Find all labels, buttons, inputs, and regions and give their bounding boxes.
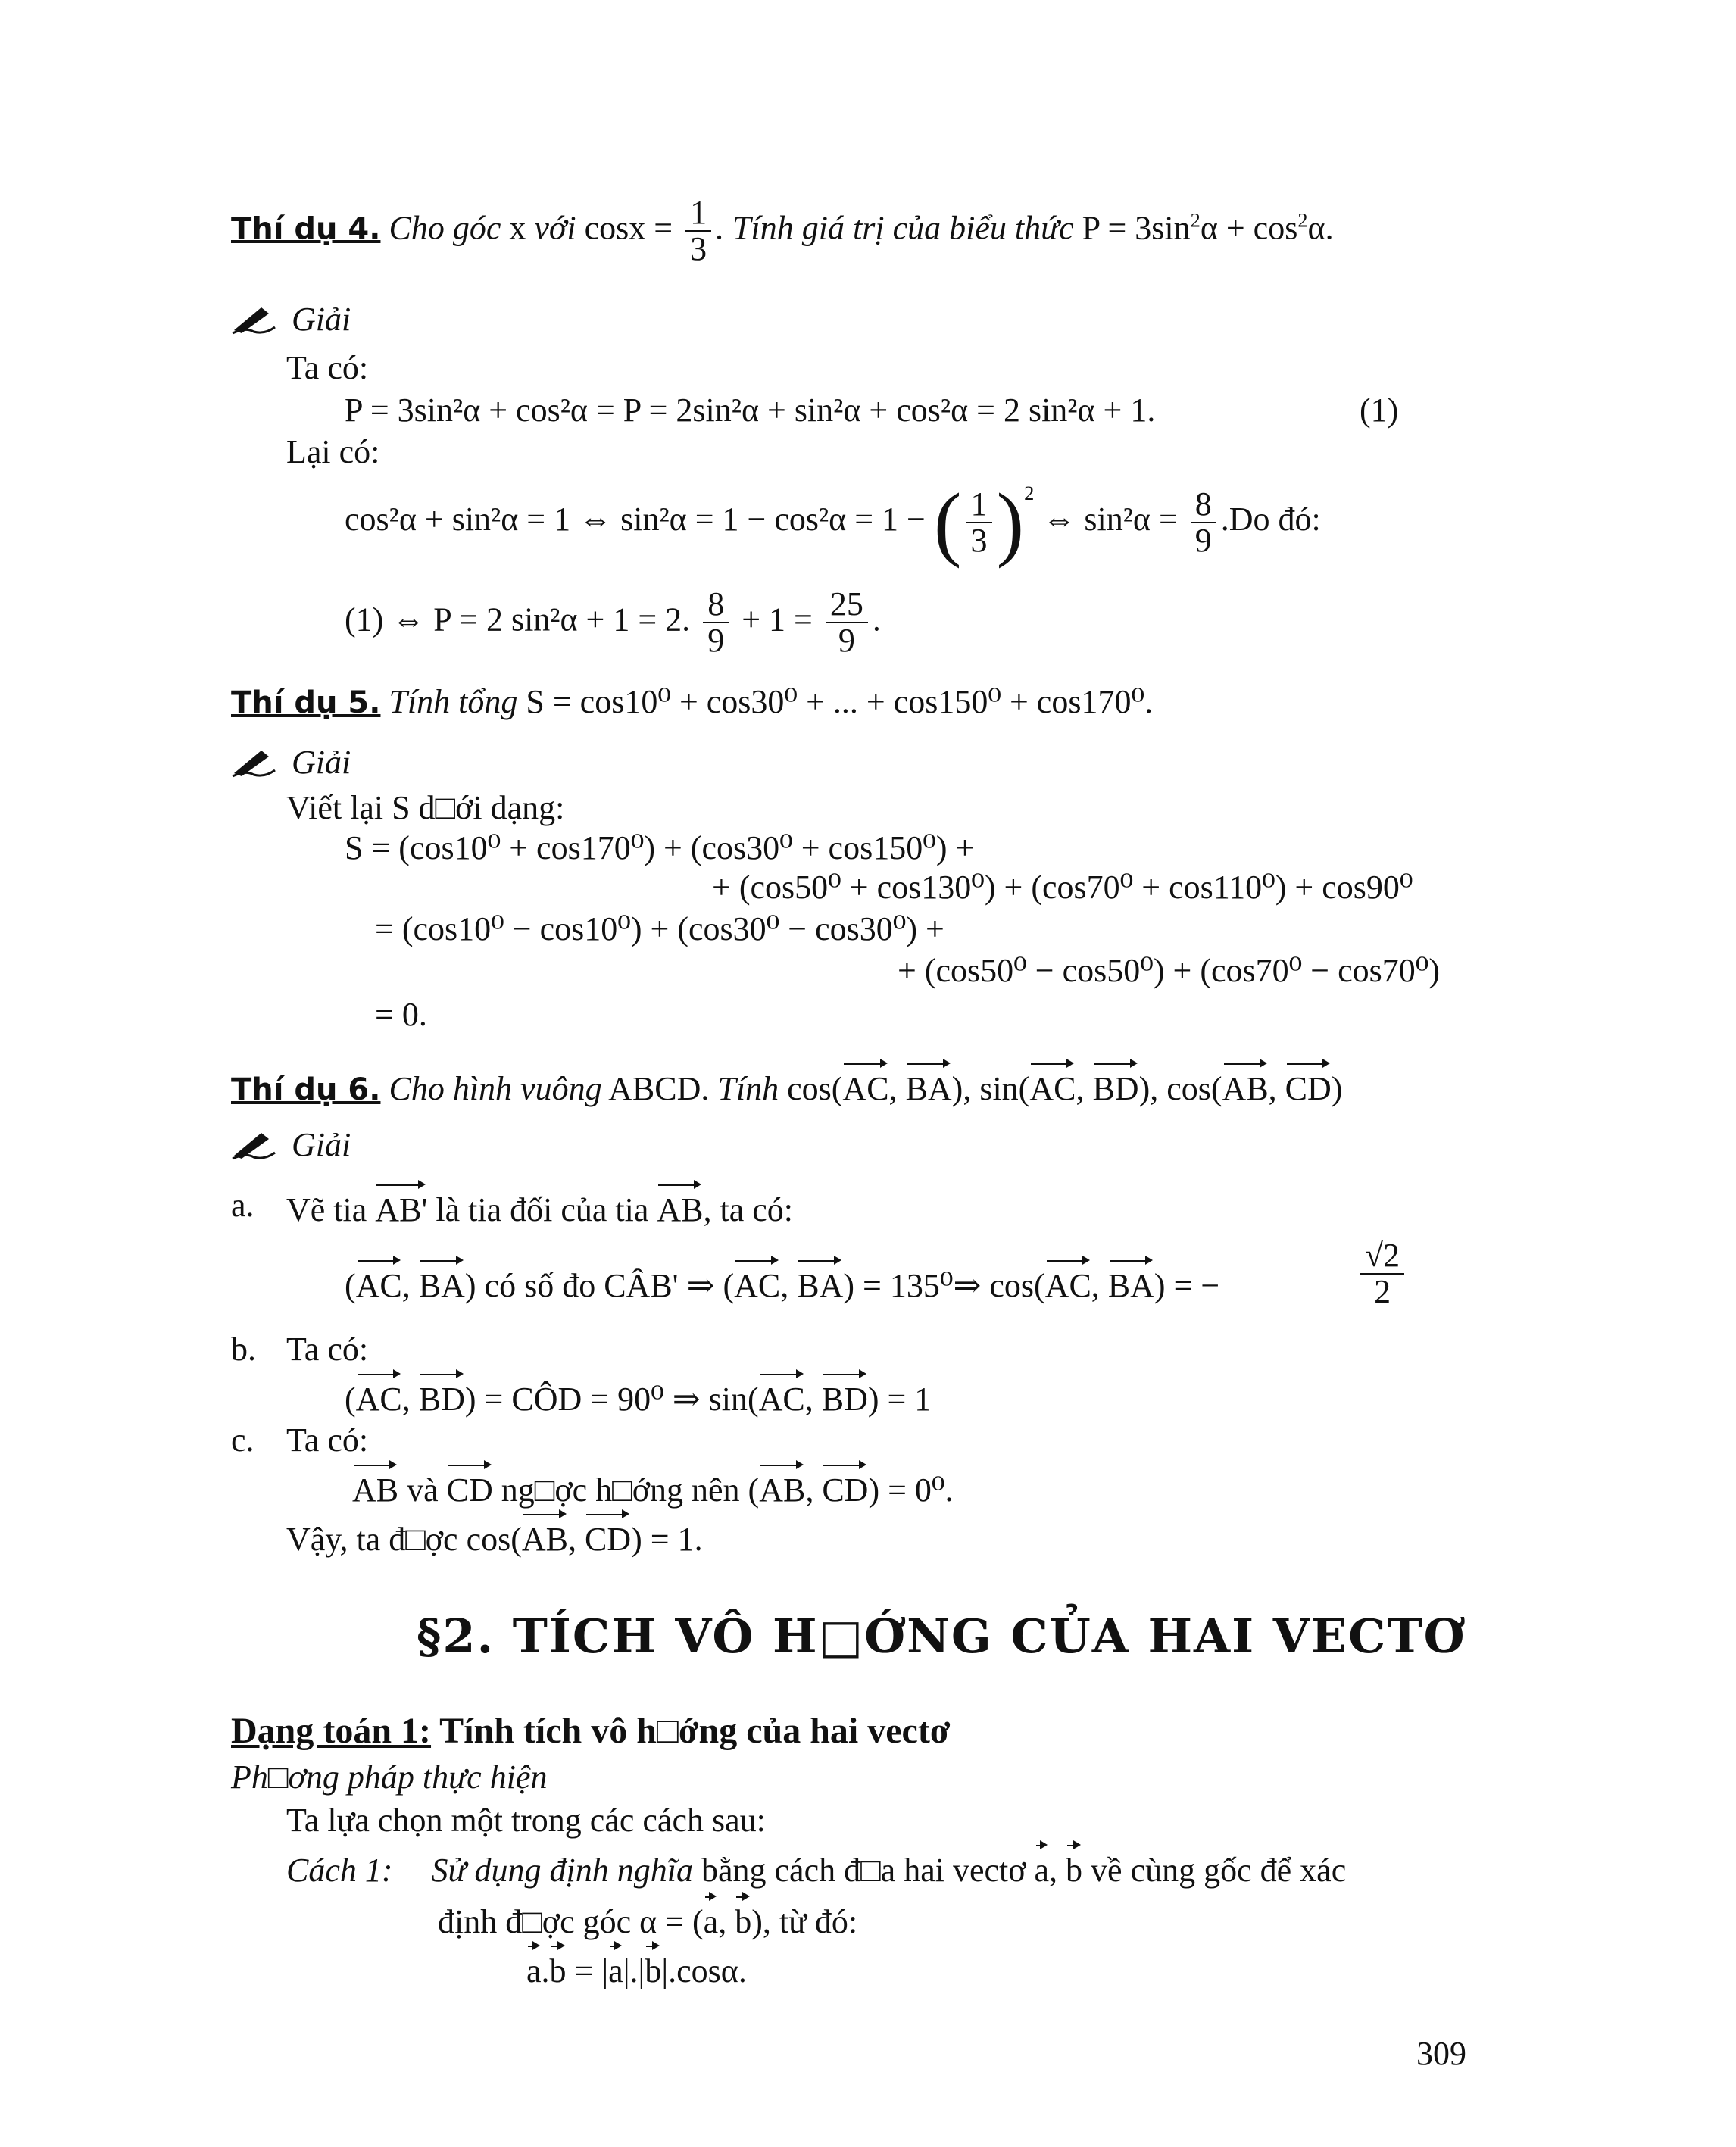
pen-writing-icon — [231, 304, 276, 335]
ex4-expr: P = 3sin — [1082, 209, 1191, 247]
section-title: §2. TÍCH VÔ H□ỚNG CỦA HAI VECTƠ — [417, 1609, 1466, 1664]
ex4-line: Ta có: — [286, 349, 369, 386]
ex5-solve-heading: Giải — [231, 746, 351, 779]
topic-title: Tính tích vô h□ớng của hai vectơ — [439, 1711, 951, 1751]
vector-ba: BA — [419, 1265, 465, 1303]
vector-bd: BD — [1092, 1068, 1138, 1106]
vector-ac: AC — [1029, 1068, 1076, 1106]
vector-b: b — [1066, 1849, 1082, 1887]
vector-ac: AC — [734, 1265, 780, 1303]
ex6-part-c: c. — [231, 1421, 254, 1459]
topic-label: Dạng toán 1: — [231, 1711, 432, 1751]
ex6-label: Thí dụ 6. — [231, 1072, 381, 1107]
ex4-label: Thí dụ 4. — [231, 211, 381, 247]
vector-abp: AB' — [375, 1189, 427, 1227]
ex4-equation: P = 3sin²α + cos²α = P = 2sin²α + sin²α + cos²α = 2 sin²α + 1. — [345, 392, 1156, 429]
vector-ab: AB — [759, 1469, 805, 1507]
method-heading: Ph□ơng pháp thực hiện — [231, 1758, 548, 1796]
ex5-statement: Thí dụ 5. Tính tổng S = cos10⁰ + cos30⁰ + ... + cos150⁰ + cos170⁰. — [231, 683, 1154, 720]
method-line: Ta lựa chọn một trong các cách sau: — [286, 1802, 766, 1839]
vector-b: b — [645, 1950, 661, 1988]
ex4-statement: Thí dụ 4. Cho góc x với cosx = $\frac{1}{3}$ . Tính giá trị của biểu thức $P = 3\sin^2\alpha + \cos^2\alpha$. — [231, 194, 1334, 268]
vector-a: a — [704, 1901, 719, 1939]
vector-ab: AB — [657, 1189, 703, 1227]
vector-ab: AB — [1222, 1068, 1269, 1106]
vector-ab: AB — [352, 1469, 398, 1507]
ex6-c-line: Ta có: — [286, 1421, 369, 1459]
vector-a: a — [1035, 1849, 1050, 1887]
vector-cd: CD — [822, 1469, 868, 1507]
ex6-part-a: a. — [231, 1187, 254, 1224]
paren-close: ) — [996, 476, 1025, 569]
fraction: $\frac{√2}{2}$ — [1360, 1238, 1404, 1309]
fraction: $\frac{8}{9}$ — [1191, 487, 1216, 558]
method-line: định đ□ợc góc α = (a, b), từ đó: — [438, 1901, 857, 1939]
ex5-line: Viết lại S d□ới dạng: — [286, 789, 565, 826]
ex6-c-conclusion: Vậy, ta đ□ợc cos(AB, CD) = 1. — [286, 1518, 703, 1556]
ex4-equation-number: (1) — [1360, 392, 1399, 429]
ex5-line: + (cos50⁰ − cos50⁰) + (cos70⁰ − cos70⁰) — [898, 952, 1441, 989]
vector-ac: AC — [759, 1378, 805, 1416]
page-number: 309 — [1416, 2035, 1466, 2072]
ex4-equation: (1) ⇔ P = 2 sin²α + 1 = 2. $\frac{8}{9}$ + 1 = $\frac{25}{9}$ . — [345, 585, 881, 660]
vector-b: b — [550, 1950, 567, 1988]
ex4-text: Cho góc — [389, 209, 501, 247]
ex5-line: + (cos50⁰ + cos130⁰) + (cos70⁰ + cos110⁰) + cos90⁰ — [712, 869, 1413, 906]
ex4-text: . Tính giá trị của biểu thức — [716, 209, 1074, 247]
paren-open: ( — [933, 476, 962, 569]
ex5-line: S = (cos10⁰ + cos170⁰) + (cos30⁰ + cos150⁰) + — [345, 829, 975, 866]
vector-ab: AB — [522, 1518, 568, 1556]
vector-ba: BA — [906, 1068, 952, 1106]
vector-ac: AC — [356, 1378, 402, 1416]
vector-ba: BA — [797, 1265, 843, 1303]
ex5-line: = 0. — [375, 996, 427, 1033]
topic-heading — [231, 1713, 950, 1749]
vector-bd: BD — [419, 1378, 465, 1416]
ex4-var: x — [509, 209, 526, 247]
ex6-part-b: b. — [231, 1331, 256, 1368]
vector-cd: CD — [585, 1518, 631, 1556]
ex6-a-line: Vẽ tia AB' là tia đối của tia AB, ta có: — [286, 1189, 793, 1227]
method-cach-1: Cách 1: Sử dụng định nghĩa bằng cách đ□a hai vectơ a, b về cùng gốc để xác — [286, 1849, 1346, 1887]
ex6-solve-heading: Giải — [231, 1128, 351, 1162]
fraction: $\frac{1}{3}$ — [966, 487, 992, 558]
vector-ac: AC — [356, 1265, 402, 1303]
pen-writing-icon — [231, 1130, 276, 1160]
vector-a: a — [526, 1950, 542, 1988]
fraction: $\frac{8}{9}$ — [703, 587, 729, 658]
vector-a: a — [608, 1950, 623, 1988]
ex6-a-equation: (AC, BA) có số đo CÂB' ⇒ (AC, BA) = 135⁰⇒ cos(AC, BA) = − — [345, 1265, 1219, 1303]
ex6-b-equation: (AC, BD) = CÔD = 90⁰ ⇒ sin(AC, BD) = 1 — [345, 1378, 931, 1416]
vector-b: b — [735, 1901, 751, 1939]
ex4-equation: cos²α + sin²α = 1 ⇔ sin²α = 1 − cos²α = 1 − ( $\frac{1}{3}$ )$^2$ ⇔ sin²α = $\frac{8}{9}$ .Do đó: — [345, 476, 1321, 569]
vector-ac: AC — [1045, 1265, 1091, 1303]
ex4-solve-heading: Giải — [231, 303, 351, 336]
ex4-text: với — [534, 209, 576, 247]
dot-product-formula: a.b = |a|.|b|.cosα. — [526, 1950, 747, 1988]
ex4-cos: cosx = — [584, 209, 673, 247]
vector-cd: CD — [1285, 1068, 1332, 1106]
ex6-statement: Thí dụ 6. Cho hình vuông ABCD. Tính cos(AC, BA), sin(AC, BD), cos(AB, CD) — [231, 1068, 1342, 1106]
ex6-b-line: Ta có: — [286, 1331, 369, 1368]
ex5-line: = (cos10⁰ − cos10⁰) + (cos30⁰ − cos30⁰) + — [375, 910, 944, 947]
vector-ac: AC — [842, 1068, 888, 1106]
ex6-c-equation: AB và CD ng□ợc h□ớng nên (AB, CD) = 0⁰. — [352, 1469, 954, 1507]
pen-writing-icon — [231, 747, 276, 778]
fraction: $\frac{25}{9}$ — [826, 587, 868, 658]
vector-cd: CD — [447, 1469, 493, 1507]
vector-ba: BA — [1108, 1265, 1154, 1303]
ex4-fraction: $\frac{1}{3}$ — [685, 195, 711, 267]
ex4-line: Lại có: — [286, 433, 380, 470]
ex6-a-fraction — [1356, 1238, 1409, 1309]
vector-bd: BD — [822, 1378, 868, 1416]
ex5-label: Thí dụ 5. — [231, 685, 381, 720]
